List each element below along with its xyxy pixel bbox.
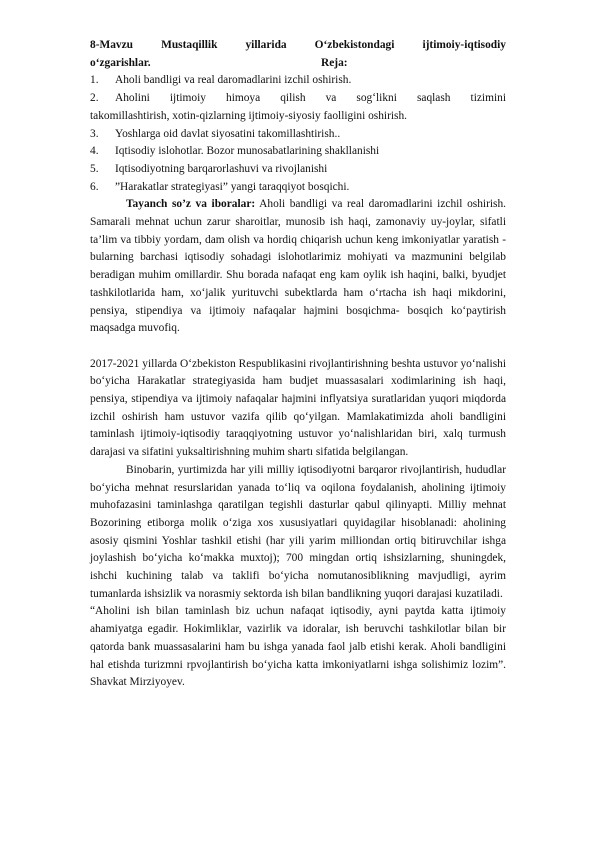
plan-list: [90, 72, 506, 196]
plan-item-number: 4.: [90, 145, 99, 158]
plan-item: [90, 179, 506, 197]
plan-item-number: 1.: [90, 74, 99, 87]
plan-item: [90, 72, 506, 90]
key-terms-text: Aholi bandligi va real daromadlarini izchil oshirish. Samarali mehnat uchun zarur sharoitlar, munosib ish haqi, zamonaviy uy-joylar, sifatli ta’lim va tibbiy yordam, dam olish va hordiq chiqarish uchun keng imkoniyatlar yaratish - bularning barchasi iqtisodiy sohadagi islohotlarimiz mohiyati va mazmunini belgilab beradigan muhim omillardir. Shu borada nafaqat eng kam oylik ish haqini, balki, byudjet tashkilotlarida ham, xo‘jalik yurituvchi subektlarda ham o‘rtacha ish haqi mikdorini, pensiya, stipendiya va ijtimoiy nafaqalar hajmini bosqichma- bosqich ko‘paytirish maqsadga muvofiq.: [90, 198, 506, 335]
plan-item-number: 5.: [90, 162, 99, 175]
topic-word: ijtimoiy-iqtisodiy: [422, 39, 506, 51]
paragraph-gap: [90, 338, 506, 356]
topic-word: Mustaqillik: [161, 39, 218, 51]
plan-item: [90, 126, 506, 144]
topic-word: O‘zbekistondagi: [314, 39, 395, 51]
plan-item-first-line: [90, 90, 506, 108]
body-paragraph: Binobarin, yurtimizda har yili milliy iqtisodiyotni barqaror rivojlantirish, hududlar bo‘yicha mehnat resurslaridan yanada to‘liq va oqilona foydalanish, aholining ijtimoiy muhofazasini taminlashga qaratilgan tegishli dasturlar qabul qilinyapti. Milliy mehnat Bozorining etiborga molik o‘ziga xos xususiyatlari quyidagilar hisoblanadi: aholining asosiy qismini Yoshlar tashkil etishi (har yili yarim milliondan ortiq bitiruvchilar ishga joylashish bo‘yicha ko‘makka muxtoj); 700 mingdan ortiq ishsizlarning, shuningdek, ishchi kuchining talab va taklifi bo‘yicha nomutanosiblikning mavjudligi, ayrim tumanlarda ishsizlik va norasmiy sektorda ish bilan bandlikning yuqori darajasi kuzatiladi.: [90, 463, 506, 600]
plan-item-number: 6.: [90, 180, 99, 193]
body-paragraph: 2017-2021 yillarda O‘zbekiston Respublikasini rivojlantirishning beshta ustuvor yo‘nalishi bo‘yicha Harakatlar strategiyasida ham budjet muassasalari xodimlarining ish haqi, pensiya, stipendiya va ijtimoiy nafaqalar hajmini inflyatsiya suratlaridan yuqori miqdorda izchil oshirish ham ustuvor vazifa qilib qo‘yilgan. Mamlakatimizda aholi bandligini taminlash ijtimoiy-iqtisodiy taraqqiyotning ustuvor yo‘nalishlaridan biri, xalq turmush darajasi va sifatini yuksaltirishning muhim shartı sifatida belgilangan.: [90, 357, 506, 459]
document-page: [90, 37, 506, 692]
plan-item-text: ”Harakatlar strategiyasi” yangi taraqqiyot bosqichi.: [115, 180, 350, 193]
plan-item-text: Yoshlarga oid davlat siyosatini takomillashtirish..: [115, 127, 341, 140]
plan-item-number: 3.: [90, 127, 99, 140]
topic-word: 8-Mavzu: [90, 39, 134, 51]
topic-heading-end: o‘zgarishlar.: [90, 56, 151, 69]
plan-item: [90, 90, 506, 125]
topic-heading: [90, 37, 506, 55]
plan-label: Reja:: [321, 56, 348, 69]
plan-item-text-continued: takomillashtirish, xotin-qizlarning ijtimoiy-siyosiy faolligini oshirish.: [90, 109, 408, 122]
quote-paragraph: “Aholini ish bilan taminlash biz uchun nafaqat iqtisodiy, ayni paytda katta ijtimoiy ahamiyatga egadir. Hokimliklar, vazirlik va idoralar, ish beruvchi tashkilotlar bilan bir qatorda bank muassasalarini ham bu ishga yanada faol jalb etishi kerak. Aholi bandligini hal etishda turizmni rpvojlantirish bo‘yicha katta imkoniyatlarni ishga solishimiz lozim”. Shavkat Mirziyoyev.: [90, 605, 506, 689]
plan-item: [90, 143, 506, 161]
plan-item-text: Iqtisodiyotning barqarorlashuvi va rivojlanishi: [115, 162, 328, 175]
topic-heading-continued: [90, 55, 506, 73]
topic-word: yillarida: [245, 39, 287, 51]
plan-item-number: 2.: [90, 92, 99, 105]
plan-item-text: Iqtisodiy islohotlar. Bozor munosabatlarining shakllanishi: [115, 145, 380, 158]
plan-item: [90, 161, 506, 179]
key-terms-paragraph: [90, 196, 506, 338]
key-terms-label: Tayanch so’z va iboralar:: [126, 198, 256, 211]
plan-item-text: Aholini ijtimoiy himoya qilish va sog‘likni saqlash tizimini: [115, 92, 506, 105]
plan-item-text: Aholi bandligi va real daromadlarini izchil oshirish.: [115, 74, 352, 87]
